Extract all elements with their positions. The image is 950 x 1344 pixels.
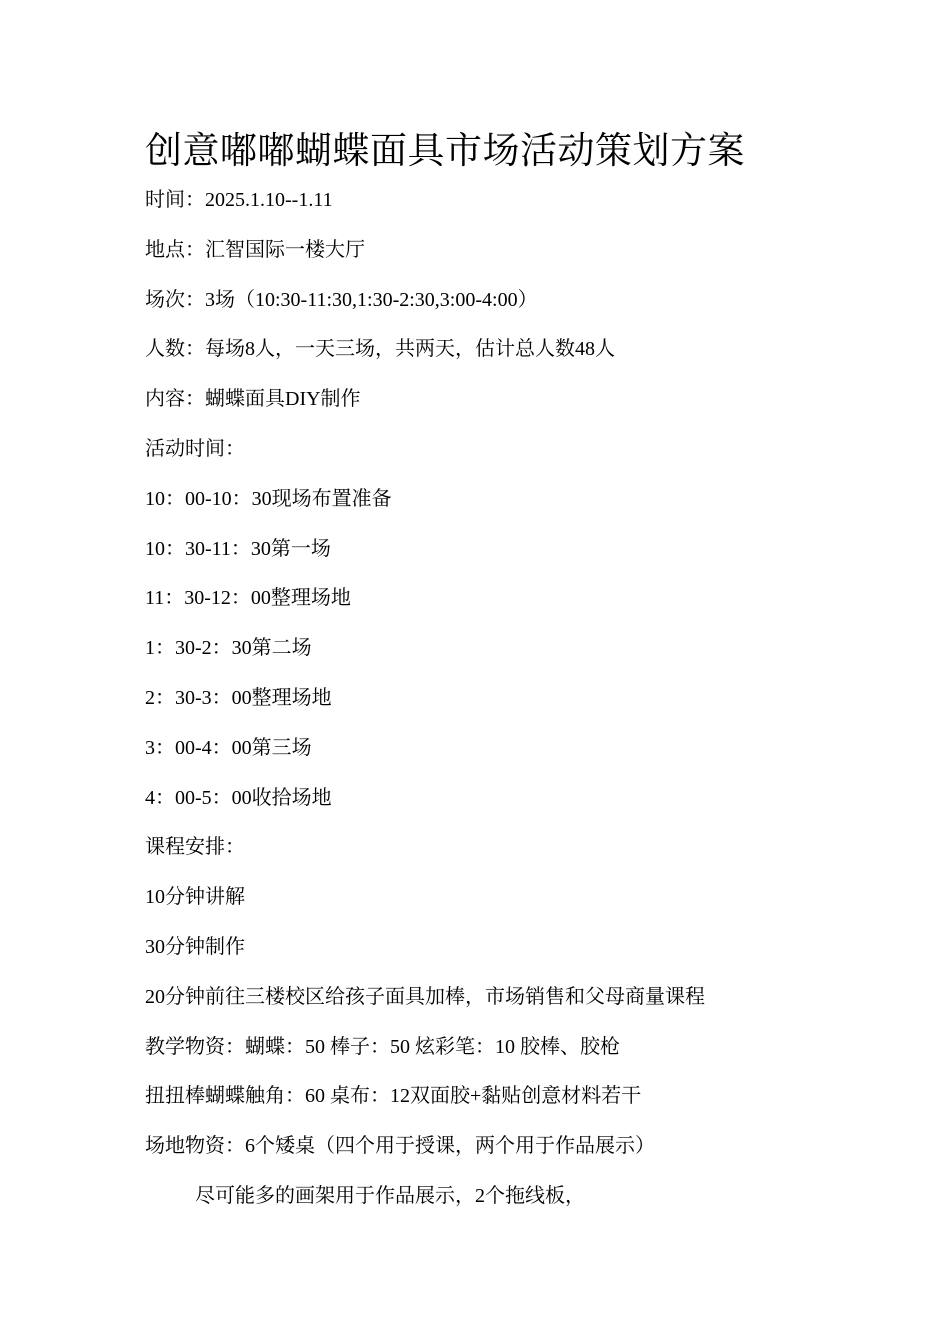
schedule-item: 10：30-11：30第一场 [145,537,331,560]
line-time: 时间：2025.1.10--1.11 [145,189,333,211]
schedule-item: 2：30-3：00整理场地 [145,686,332,709]
line-teaching-materials-cont: 扭扭棒蝴蝶触角：60 桌布：12双面胶+黏贴创意材料若干 [145,1085,642,1108]
line-course-heading: 课程安排： [145,836,245,859]
schedule-item: 10：00-10：30现场布置准备 [145,487,392,510]
line-venue-materials-cont: 尽可能多的画架用于作品展示，2个拖线板， [195,1184,585,1207]
schedule-item: 1：30-2：30第二场 [145,637,312,660]
line-venue-materials: 场地物资：6个矮桌（四个用于授课，两个用于作品展示） [145,1135,655,1158]
line-schedule-heading: 活动时间： [145,437,245,460]
course-item: 30分钟制作 [145,935,245,958]
document-body [145,183,705,1229]
course-item: 10分钟讲解 [145,886,245,909]
line-sessions: 场次：3场（10:30-11:30,1:30-2:30,3:00-4:00） [145,288,538,311]
line-location: 地点：汇智国际一楼大厅 [145,238,365,261]
schedule-item: 4：00-5：00收拾场地 [145,786,332,809]
course-item: 20分钟前往三楼校区给孩子面具加棒，市场销售和父母商量课程 [145,985,705,1008]
line-headcount: 人数：每场8人，一天三场，共两天，估计总人数48人 [145,338,615,361]
line-content: 内容：蝴蝶面具DIY制作 [145,388,361,411]
line-teaching-materials: 教学物资：蝴蝶：50 棒子：50 炫彩笔：10 胶棒、胶枪 [145,1035,620,1058]
document-title: 创意嘟嘟蝴蝶面具市场活动策划方案 [145,131,745,172]
schedule-item: 3：00-4：00第三场 [145,736,312,759]
schedule-item: 11：30-12：00整理场地 [145,587,351,610]
